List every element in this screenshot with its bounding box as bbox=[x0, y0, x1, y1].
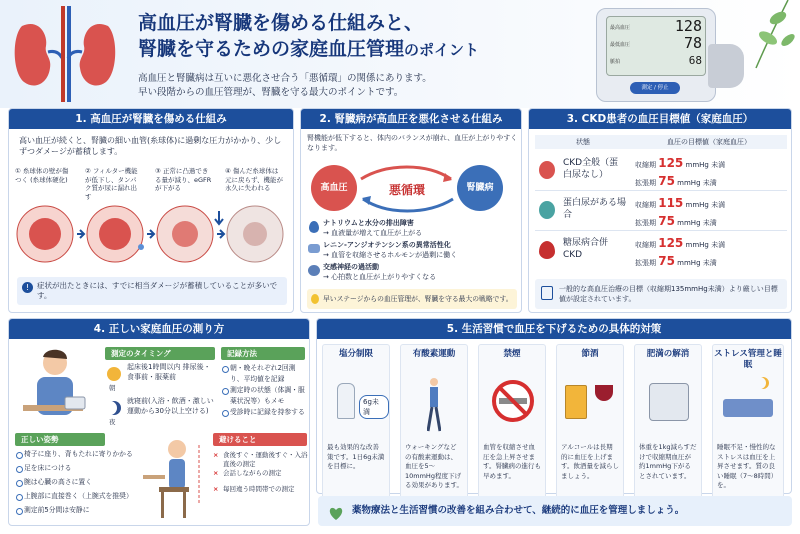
mechanism-item bbox=[307, 263, 517, 285]
section-4-title: 4. 正しい家庭血圧の測り方 bbox=[9, 319, 309, 339]
moon-icon bbox=[757, 377, 769, 389]
weight-desc: 体重を1kg減らすだけで収縮期血圧が約1mmHg下がるとされています。 bbox=[639, 443, 697, 480]
section-3-note-text: 一般的な高血圧治療の目標（収縮期135mmHg未満）より厳しい目標値が設定されています。 bbox=[559, 285, 778, 303]
mechanism-1-sub: → 血液量が増えて血圧が上がる bbox=[323, 228, 423, 237]
step-1-text: ① 糸球体の壁が傷つく (糸球体硬化) bbox=[15, 167, 69, 184]
mechanism-1-title: ナトリウムと水分の排出障害 bbox=[323, 219, 414, 227]
exercise-name: 有酸素運動 bbox=[412, 349, 456, 359]
timing-block bbox=[105, 363, 217, 431]
lifestyle-grid bbox=[322, 344, 786, 494]
monitor-label-pulse: 脈拍 bbox=[610, 59, 621, 65]
correct-posture-illustration bbox=[139, 435, 209, 521]
exercise-desc: ウォーキングなどの有酸素運動は、血圧を5〜10mmHg程度下げる効果があります。 bbox=[405, 443, 463, 489]
weight-name: 肥満の解消 bbox=[646, 349, 690, 359]
row-3-sys-unit: mmHg 未満 bbox=[685, 241, 726, 249]
row-2-dia-label: 拡張期 bbox=[635, 219, 656, 227]
step-4-text: ④ 傷んだ糸球体は元に戻らず、機能が永久に失われる bbox=[225, 167, 283, 192]
mechanism-item bbox=[307, 219, 517, 241]
no-smoking-name: 禁煙 bbox=[503, 349, 521, 359]
posture-item: 腕は心臓の高さに置く bbox=[15, 477, 135, 491]
avoid-list bbox=[213, 451, 309, 501]
beer-icon bbox=[565, 385, 587, 419]
avoid-item bbox=[213, 451, 309, 469]
row-3-dia-unit: mmHg 未満 bbox=[677, 259, 717, 267]
record-item: 朝・晩それぞれ2回測り、平均値を記録 bbox=[221, 363, 307, 385]
row-3-sys: 125 bbox=[658, 236, 684, 250]
stress-desc: 睡眠不足・慢性的なストレスは血圧を上昇させます。質の良い睡眠（7〜8時間）を。 bbox=[717, 443, 778, 489]
row-1-sys-label: 収縮期 bbox=[635, 161, 656, 169]
mechanism-3-title: 交感神経の過活動 bbox=[323, 263, 379, 271]
section-1-desc: 高い血圧が続くと、腎臓の細い血管(糸球体)に過剰な圧力がかかり、少しずつダメージが蓄積します。 bbox=[19, 136, 282, 156]
section-1-title: 1. 高血圧が腎臓を傷める仕組み bbox=[9, 109, 293, 129]
scale-icon bbox=[649, 383, 689, 421]
posture-item: 測定前5分間は安静に bbox=[15, 505, 135, 519]
posture-list bbox=[15, 449, 135, 519]
section-4-card bbox=[8, 318, 310, 526]
step-3-text: ③ 正常に凸過できる量が減り、eGFRが下がる bbox=[155, 167, 212, 192]
kidney-icon bbox=[539, 161, 555, 179]
hormone-icon bbox=[308, 244, 320, 253]
salt-desc: 最も効果的な改善策です。1日6g未満を目標に。 bbox=[327, 443, 385, 470]
banner-text: 薬物療法と生活習慣の改善を組み合わせて、継続的に血圧を管理しましょう。 bbox=[352, 505, 685, 516]
record-list bbox=[221, 363, 307, 429]
row-1-dia-unit: mmHg 未満 bbox=[677, 179, 717, 187]
row-1-sys-unit: mmHg 未満 bbox=[685, 161, 726, 169]
alcohol-name: 節酒 bbox=[581, 349, 599, 359]
monitor-dia: 78 bbox=[683, 34, 702, 52]
target-table-body bbox=[535, 151, 787, 271]
section-2-desc: 腎機能が低下すると、体内のバランスが崩れ、血圧が上がりやすくなります。 bbox=[307, 134, 518, 152]
row-2-values bbox=[635, 195, 725, 231]
morning-label: 朝 bbox=[109, 384, 116, 392]
section-1-note-text: 症状が出たときには、すでに相当ダメージが蓄積していることが多いです。 bbox=[37, 281, 278, 300]
monitor-sys: 128 bbox=[674, 17, 702, 35]
timing-header: 測定のタイミング bbox=[105, 347, 215, 360]
title-line2-end: のポイント bbox=[404, 41, 480, 59]
intro-line2: 早い段階からの血圧管理が、腎臓を守る最大のポイントです。 bbox=[138, 87, 404, 98]
row-3-dia: 75 bbox=[658, 254, 675, 268]
cross-icon: × bbox=[213, 469, 219, 477]
row-2-dia: 75 bbox=[658, 214, 675, 228]
lifestyle-exercise bbox=[400, 344, 468, 504]
avoid-item bbox=[213, 485, 309, 501]
section-3-note bbox=[535, 279, 787, 309]
alcohol-desc: アルコールは長期的に血圧を上げます。飲酒量を減らしましょう。 bbox=[561, 443, 619, 480]
no-smoking-icon bbox=[491, 379, 535, 423]
section-2-title: 2. 腎臓病が高血圧を悪化させる仕組み bbox=[301, 109, 521, 129]
cross-icon: × bbox=[213, 451, 219, 459]
page-title bbox=[138, 10, 568, 63]
title-line1: 高血圧が腎臓を傷める仕組みと、 bbox=[138, 12, 424, 34]
row-3-dia-label: 拡張期 bbox=[635, 259, 656, 267]
avoid-item-text: 毎回違う時間帯での測定 bbox=[223, 485, 295, 493]
section-5-title: 5. 生活習慣で血圧を下げるための具体的対策 bbox=[317, 319, 791, 339]
bed-icon bbox=[723, 399, 773, 417]
target-table-header bbox=[535, 135, 787, 149]
lifestyle-alcohol bbox=[556, 344, 624, 504]
cycle-hypertension: 高血圧 bbox=[311, 165, 357, 211]
lifestyle-salt bbox=[322, 344, 390, 504]
row-1-dia: 75 bbox=[658, 174, 675, 188]
avoid-item-text: 食後すぐ・運動後すぐ・入浴直後の測定 bbox=[223, 451, 308, 468]
row-2-sys-unit: mmHg 未満 bbox=[685, 201, 726, 209]
kidney-illustration bbox=[10, 6, 120, 102]
monitor-pulse: 68 bbox=[688, 54, 702, 67]
record-item: 受診時に記録を持参する bbox=[221, 407, 307, 429]
section-1-note bbox=[17, 277, 287, 305]
morning-text: 起床後1時間以内 排尿後・食事前・服薬前 bbox=[127, 363, 211, 381]
title-line2: 腎臓を守るための家庭血圧管理 bbox=[138, 38, 405, 60]
glomerulus-stages-illustration bbox=[15, 201, 289, 267]
lifestyle-no-smoking bbox=[478, 344, 546, 504]
protein-icon bbox=[539, 201, 555, 219]
step-2-text: ② フィルター機能が低下し、タンパク質が尿に漏れ出す bbox=[85, 167, 138, 201]
row-1-sys: 125 bbox=[658, 156, 684, 170]
section-1-card bbox=[8, 108, 294, 313]
salt-name: 塩分制限 bbox=[338, 349, 373, 359]
cross-icon: × bbox=[213, 485, 219, 493]
stress-name: ストレス管理と睡眠 bbox=[714, 349, 782, 370]
row-1-name: CKD全般（蛋白尿なし） bbox=[563, 158, 619, 180]
alert-icon: ! bbox=[22, 282, 33, 293]
sun-icon bbox=[107, 367, 121, 381]
record-item: 測定時の状態（体調・服薬状況等）もメモ bbox=[221, 385, 307, 407]
row-2-dia-unit: mmHg 未満 bbox=[677, 219, 717, 227]
record-header: 記録方法 bbox=[221, 347, 305, 360]
target-row bbox=[535, 151, 787, 191]
monitor-label-dia: 最低血圧 bbox=[610, 42, 631, 48]
col-state-header: 状態 bbox=[576, 138, 590, 146]
monitor-label-sys: 最高血圧 bbox=[610, 25, 631, 31]
cycle-label: 悪循環 bbox=[388, 183, 425, 197]
intro-line1: 高血圧と腎臓病は互いに悪化させ合う「悪循環」の関係にあります。 bbox=[138, 73, 432, 84]
mechanism-2-title: レニン-アンジオテンシン系の異常活性化 bbox=[323, 241, 451, 249]
mechanism-2-sub: → 血管を収縮させるホルモンが過剰に働く bbox=[323, 250, 458, 259]
night-row bbox=[105, 397, 217, 431]
posture-header: 正しい姿勢 bbox=[15, 433, 105, 446]
blood-drop-icon bbox=[539, 241, 555, 259]
row-3-name: 糖尿病合併CKD bbox=[563, 238, 609, 260]
target-row bbox=[535, 231, 787, 271]
row-2-name: 蛋白尿がある場合 bbox=[563, 198, 627, 220]
row-2-sys: 115 bbox=[658, 196, 684, 210]
posture-item: 椅子に座り、背もたれに寄りかかる bbox=[15, 449, 135, 463]
intro-text bbox=[138, 72, 578, 100]
monitor-button: 測定 / 停止 bbox=[630, 82, 680, 94]
moon-icon bbox=[107, 401, 121, 415]
cycle-kidney-disease: 腎臓病 bbox=[457, 165, 503, 211]
walking-person-icon bbox=[427, 377, 441, 433]
brain-icon bbox=[308, 265, 320, 276]
row-3-values bbox=[635, 235, 725, 271]
section-2-card bbox=[300, 108, 522, 313]
night-label: 夜 bbox=[109, 418, 116, 426]
section-3-title: 3. CKD患者の血圧目標値（家庭血圧） bbox=[529, 109, 791, 129]
lifestyle-stress-sleep bbox=[712, 344, 784, 504]
row-1-values bbox=[635, 155, 725, 191]
leaf-decoration bbox=[748, 0, 800, 70]
posture-item: 足を床につける bbox=[15, 463, 135, 477]
lightbulb-icon bbox=[311, 294, 319, 304]
mechanism-list bbox=[307, 219, 517, 285]
row-1-dia-label: 拡張期 bbox=[635, 179, 656, 187]
row-3-sys-label: 収縮期 bbox=[635, 241, 656, 249]
night-text: 就寝前(入浴・飲酒・激しい運動から30分以上空ける) bbox=[127, 397, 214, 415]
posture-item: 上腕部に直接巻く（上腕式を推奨） bbox=[15, 491, 135, 505]
morning-row bbox=[105, 363, 217, 397]
section-2-note bbox=[307, 289, 517, 309]
section-2-note-text: 早いステージからの血圧管理が、腎臓を守る最大の戦略です。 bbox=[323, 295, 513, 303]
avoid-item-text: 会話しながらの測定 bbox=[223, 469, 282, 477]
col-target-header: 血圧の目標値（家庭血圧） bbox=[667, 138, 751, 146]
salt-badge: 6g未満 bbox=[359, 395, 389, 419]
heart-icon bbox=[328, 504, 344, 518]
mechanism-3-sub: → 心拍数と血圧が上がりやすくなる bbox=[323, 272, 437, 281]
water-drop-icon bbox=[309, 221, 319, 233]
avoid-header: 避けること bbox=[213, 433, 307, 446]
row-2-sys-label: 収縮期 bbox=[635, 201, 656, 209]
mechanism-item bbox=[307, 241, 517, 263]
lifestyle-weight bbox=[634, 344, 702, 504]
wine-icon bbox=[595, 385, 613, 401]
bp-monitor-illustration bbox=[596, 8, 746, 104]
target-row bbox=[535, 191, 787, 231]
no-smoking-desc: 血管を収縮させ血圧を急上昇させます。腎臓病の進行も早めます。 bbox=[483, 443, 541, 480]
salt-shaker-icon bbox=[337, 383, 355, 419]
bottom-banner bbox=[318, 496, 792, 526]
clipboard-icon bbox=[541, 286, 553, 300]
person-measuring-illustration bbox=[15, 347, 99, 429]
section-3-card bbox=[528, 108, 792, 313]
avoid-item bbox=[213, 469, 309, 485]
